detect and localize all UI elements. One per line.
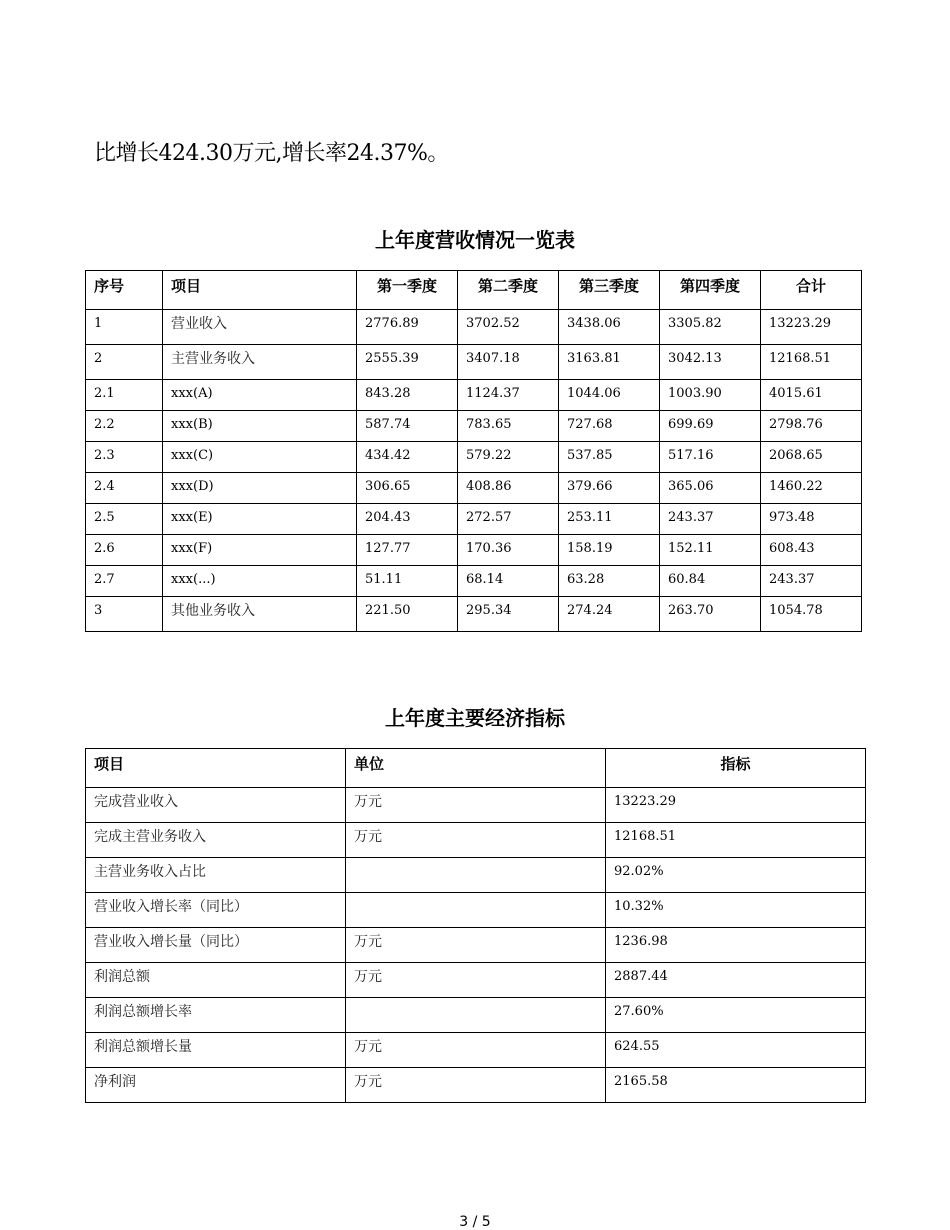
table-cell: 万元 — [346, 1068, 606, 1103]
table-cell: 3163.81 — [559, 345, 660, 380]
table-row — [86, 963, 866, 998]
table-cell: 万元 — [346, 788, 606, 823]
table-cell: 利润总额增长量 — [86, 1033, 346, 1068]
table-cell: 利润总额增长率 — [86, 998, 346, 1033]
table-cell: 170.36 — [458, 535, 559, 566]
table-row — [86, 823, 866, 858]
table-cell: 51.11 — [357, 566, 458, 597]
table-cell: 783.65 — [458, 411, 559, 442]
table-row — [86, 442, 862, 473]
table-cell — [346, 858, 606, 893]
table-cell: xxx(F) — [163, 535, 357, 566]
table-row — [86, 1068, 866, 1103]
table-cell: 2776.89 — [357, 310, 458, 345]
table-cell: 843.28 — [357, 380, 458, 411]
table-row — [86, 998, 866, 1033]
table-cell: 营业收入增长率（同比） — [86, 893, 346, 928]
table-cell: 579.22 — [458, 442, 559, 473]
table-cell: xxx(D) — [163, 473, 357, 504]
header-cell: 序号 — [86, 271, 163, 310]
table-cell: xxx(E) — [163, 504, 357, 535]
table-cell: 2165.58 — [606, 1068, 866, 1103]
table-row — [86, 893, 866, 928]
table-cell: 2.6 — [86, 535, 163, 566]
table-cell: 2.1 — [86, 380, 163, 411]
table-row — [86, 411, 862, 442]
table-row — [86, 310, 862, 345]
table-cell: 1460.22 — [761, 473, 862, 504]
table-cell: xxx(...) — [163, 566, 357, 597]
table-cell: 608.43 — [761, 535, 862, 566]
table-cell: 306.65 — [357, 473, 458, 504]
table-cell: 2555.39 — [357, 345, 458, 380]
table-cell: 万元 — [346, 823, 606, 858]
table-row — [86, 345, 862, 380]
table-cell: 营业收入 — [163, 310, 357, 345]
table-cell: 727.68 — [559, 411, 660, 442]
table-cell: 2.3 — [86, 442, 163, 473]
table-cell — [346, 998, 606, 1033]
table-cell: 517.16 — [660, 442, 761, 473]
table-cell: 253.11 — [559, 504, 660, 535]
header-cell: 指标 — [606, 749, 866, 788]
table-cell: 274.24 — [559, 597, 660, 632]
table-cell: 1003.90 — [660, 380, 761, 411]
table-cell: 3407.18 — [458, 345, 559, 380]
table-cell: 2068.65 — [761, 442, 862, 473]
table-cell: 3702.52 — [458, 310, 559, 345]
table-cell: 12168.51 — [761, 345, 862, 380]
header-cell: 项目 — [86, 749, 346, 788]
table-cell: 408.86 — [458, 473, 559, 504]
table-cell: 699.69 — [660, 411, 761, 442]
table-cell: 2.2 — [86, 411, 163, 442]
table-cell: 158.19 — [559, 535, 660, 566]
table-cell: 243.37 — [761, 566, 862, 597]
table-cell: 2.7 — [86, 566, 163, 597]
intro-paragraph: 比增长424.30万元,增长率24.37%。 — [94, 141, 449, 166]
table-cell: 1 — [86, 310, 163, 345]
table-cell — [346, 893, 606, 928]
table-cell: 主营业务收入 — [163, 345, 357, 380]
table-cell: 营业收入增长量（同比） — [86, 928, 346, 963]
table-row — [86, 597, 862, 632]
table-cell: 3042.13 — [660, 345, 761, 380]
table-cell: 272.57 — [458, 504, 559, 535]
revenue-table — [85, 270, 862, 632]
header-cell: 第一季度 — [357, 271, 458, 310]
table-cell: 27.60% — [606, 998, 866, 1033]
table-cell: 624.55 — [606, 1033, 866, 1068]
header-cell: 单位 — [346, 749, 606, 788]
table-cell: 973.48 — [761, 504, 862, 535]
table-cell: 537.85 — [559, 442, 660, 473]
table-cell: 完成营业收入 — [86, 788, 346, 823]
table-cell: 1124.37 — [458, 380, 559, 411]
table-cell: 2 — [86, 345, 163, 380]
table-row — [86, 473, 862, 504]
table-cell: 2887.44 — [606, 963, 866, 998]
table-row — [86, 1033, 866, 1068]
table-row — [86, 566, 862, 597]
table-row — [86, 928, 866, 963]
table-cell: 完成主营业务收入 — [86, 823, 346, 858]
table-cell: 295.34 — [458, 597, 559, 632]
table-cell: 152.11 — [660, 535, 761, 566]
table-cell: 1044.06 — [559, 380, 660, 411]
header-cell: 第三季度 — [559, 271, 660, 310]
table-cell: 92.02% — [606, 858, 866, 893]
table-cell: 13223.29 — [606, 788, 866, 823]
indicators-table-title: 上年度主要经济指标 — [385, 706, 565, 730]
table-cell: 3438.06 — [559, 310, 660, 345]
table-cell: 10.32% — [606, 893, 866, 928]
table-cell: 其他业务收入 — [163, 597, 357, 632]
table-header-row — [86, 749, 866, 788]
indicators-table — [85, 748, 866, 1103]
table-cell: 263.70 — [660, 597, 761, 632]
table-row — [86, 504, 862, 535]
table-cell: 127.77 — [357, 535, 458, 566]
table-cell: 主营业务收入占比 — [86, 858, 346, 893]
table-cell: 万元 — [346, 1033, 606, 1068]
table-cell: 2.4 — [86, 473, 163, 504]
table-cell: 利润总额 — [86, 963, 346, 998]
table-header-row — [86, 271, 862, 310]
table-cell: 204.43 — [357, 504, 458, 535]
table-cell: 13223.29 — [761, 310, 862, 345]
table-cell: 12168.51 — [606, 823, 866, 858]
header-cell: 第四季度 — [660, 271, 761, 310]
table-cell: 2.5 — [86, 504, 163, 535]
table-cell: 243.37 — [660, 504, 761, 535]
table-cell: xxx(B) — [163, 411, 357, 442]
table-cell: 1054.78 — [761, 597, 862, 632]
table-cell: 434.42 — [357, 442, 458, 473]
table-cell: 68.14 — [458, 566, 559, 597]
table-cell: 587.74 — [357, 411, 458, 442]
table-cell: 万元 — [346, 963, 606, 998]
table-cell: xxx(C) — [163, 442, 357, 473]
header-cell: 项目 — [163, 271, 357, 310]
revenue-table-title: 上年度营收情况一览表 — [375, 228, 575, 252]
table-row — [86, 858, 866, 893]
page-number: 3 / 5 — [459, 1214, 491, 1230]
header-cell: 第二季度 — [458, 271, 559, 310]
table-cell: 365.06 — [660, 473, 761, 504]
table-cell: 60.84 — [660, 566, 761, 597]
table-cell: 63.28 — [559, 566, 660, 597]
table-cell: xxx(A) — [163, 380, 357, 411]
table-row — [86, 535, 862, 566]
table-cell: 3 — [86, 597, 163, 632]
table-cell: 净利润 — [86, 1068, 346, 1103]
table-cell: 2798.76 — [761, 411, 862, 442]
table-cell: 4015.61 — [761, 380, 862, 411]
table-cell: 万元 — [346, 928, 606, 963]
table-row — [86, 380, 862, 411]
table-cell: 1236.98 — [606, 928, 866, 963]
table-row — [86, 788, 866, 823]
header-cell: 合计 — [761, 271, 862, 310]
table-cell: 379.66 — [559, 473, 660, 504]
table-cell: 3305.82 — [660, 310, 761, 345]
table-cell: 221.50 — [357, 597, 458, 632]
